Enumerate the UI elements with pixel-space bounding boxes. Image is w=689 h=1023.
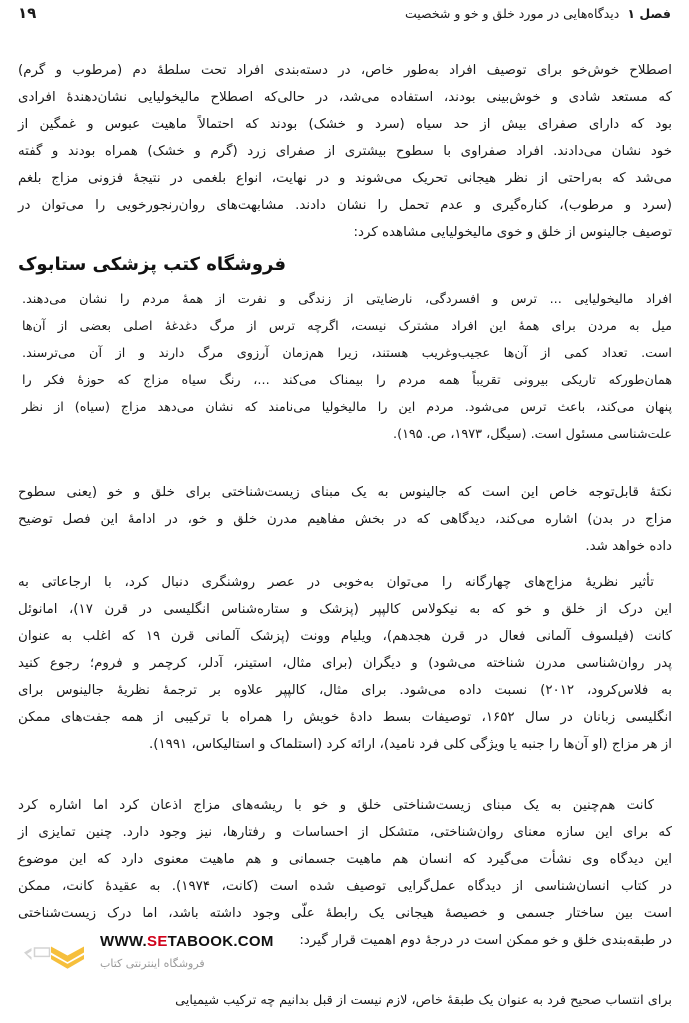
block-quote bbox=[22, 286, 672, 448]
url-rest: TABOOK.COM bbox=[167, 933, 274, 950]
text-line: توصیف جالینوس از خلق و خوی مالیخولیایی مشاهده کرد: bbox=[353, 225, 672, 240]
chapter-heading bbox=[405, 6, 671, 21]
watermark-subtitle: فروشگاه اینترنتی کتاب bbox=[100, 957, 205, 970]
text-line: این دیدگاه وی نشأت می‌گیرد که انسان هم ماهیت جسمانی و هم ماهیت معنوی دارد که این موضوع bbox=[18, 852, 672, 867]
text-line: مزاج در بدن) اشاره می‌کند، دیدگاهی که در بخش مفاهیم مدرن خلق و خو، در ادامهٔ این فصل توضیح bbox=[18, 512, 672, 527]
watermark-url bbox=[100, 932, 274, 952]
text-line: نکتهٔ قابل‌توجه خاص این است که جالینوس به یک مبنای زیست‌شناختی برای خلق و خو (یعنی سطوح bbox=[18, 485, 672, 500]
text-line: می‌شد که به‌راحتی از نظر هیجانی تحریک می‌شوند و در نهایت، انواع بلغمی در نتیجهٔ فزونی مزاج بلغم bbox=[18, 171, 672, 186]
text-line: در کتاب انسان‌شناسی از دیدگاه عمل‌گرایی توصیف شده است (کانت، ۱۹۷۴). به عقیدهٔ کانت، ممکن bbox=[18, 879, 672, 894]
paragraph bbox=[18, 569, 672, 758]
watermark-store-name: فروشگاه کتب پزشکی ستابوک bbox=[18, 254, 287, 275]
paragraph bbox=[18, 792, 672, 954]
running-header bbox=[18, 4, 671, 28]
text-line: تأثیر نظریهٔ مزاج‌های چهارگانه را می‌توان به‌خوبی در عصر روشنگری دنبال کرد، با ارجاعاتی به bbox=[18, 575, 654, 590]
text-line: کانت (فیلسوف آلمانی فعال در قرن هجدهم)، ویلیام وونت (پزشک آلمانی قرن ۱۹ که اغلب به عنوان bbox=[18, 629, 672, 644]
text-line: داده خواهد شد. bbox=[585, 539, 672, 554]
text-line: انگلیسی زبانان در سال ۱۶۵۲، توصیفات بسط دادهٔ خویش را همراه با ترکیبی از همه جفت‌های ممکن bbox=[18, 710, 673, 725]
text-line: افراد مالیخولیایی ... ترس و افسردگی، نارضایتی از زندگی و نفرت از همهٔ مردم را نشان می‌دهند. bbox=[22, 292, 672, 307]
text-line: در طبقه‌بندی خلق و خو ممکن است در درجهٔ دوم اهمیت قرار گیرد: bbox=[299, 933, 672, 948]
text-line: بود که دارای صفرای بیش از حد سیاه (سرد و خشک) بودند که احتمالاً ماهیت عبوس و غمگین از bbox=[18, 117, 672, 132]
chapter-title: دیدگاه‌هایی در مورد خلق و خو و شخصیت bbox=[404, 6, 620, 21]
text-line: پدر روان‌شناسی مدرن شناخته می‌شود) و دیگران (برای مثال، استینر، آدلر، کرچمر و فروم؛ رجوع کنید bbox=[18, 656, 672, 671]
text-line: این درک از خلق و خو که به نیکولاس کالپپر (پزشک و ستاره‌شناس انگلیسی در قرن ۱۷)، امانوئل bbox=[18, 602, 672, 617]
text-line: که برای این سازه معنای روان‌شناختی، متشکل از احساسات و رفتارها، نیز وجود دارد. چنین تمایزی از bbox=[18, 825, 672, 840]
text-line: پنهان می‌کند، باعث ترس می‌شود. مردم این را مالیخولیا می‌نامند که نشان می‌دهد مزاج (سیاه) از نظر bbox=[22, 400, 672, 415]
url-highlight: SE bbox=[147, 933, 168, 950]
chapter-label: فصل ۱ bbox=[627, 6, 671, 21]
text-line: علت‌شناسی مسئول است. (سیگل، ۱۹۷۳، ص. ۱۹۵). bbox=[393, 427, 672, 442]
text-line: اصطلاح خوش‌خو برای توصیف افراد به‌طور خاص، در دسته‌بندی افراد تحت سلطهٔ دم (مرطوب و گرم) bbox=[18, 63, 672, 78]
page-number: ۱۹ bbox=[18, 4, 37, 22]
text-line: خود نشان می‌دادند. افراد صفراوی با سطوح بیشتری از صفرای زرد (گرم و خشک) همراه بودند و گفته bbox=[18, 144, 672, 159]
text-line: از هر مزاج (او آن‌ها را جنبه یا ویژگی کلی فرد نامید)، ارائه کرد (استلماک و استالیکاس، ۱۹۹۱). bbox=[148, 737, 672, 752]
block-quote bbox=[22, 987, 672, 1014]
text-line: همان‌طورکه تاریکی بیرونی تقریباً همه مردم را بیمناک می‌کند ...، رنگ سیاه مزاج که حوزهٔ فکر را bbox=[22, 373, 672, 388]
text-line: میل به مردن برای همهٔ این افراد مشترک نیست، اگرچه ترس از مرگ دغدغهٔ اصلی بعضی از آن‌ها bbox=[22, 319, 672, 334]
text-line: (سرد و مرطوب)، کناره‌گیری و عدم تحمل را نشان دادند. مشابهت‌های روان‌رنجورخویی را می‌توان در bbox=[18, 198, 672, 213]
text-line: که مستعد شادی و خوش‌بینی بودند، استفاده می‌شد، در حالی‌که اصطلاح مالیخولیایی نشان‌دهندهٔ افرادی bbox=[18, 90, 672, 105]
paragraph bbox=[18, 479, 672, 560]
setabook-logo-icon bbox=[18, 932, 93, 982]
text-line: است بین ساختار جسمی و خصیصهٔ هیجانی یک رابطهٔ علّی وجود داشته باشد، اما درک زیست‌شناختی bbox=[18, 906, 672, 921]
url-prefix: WWW. bbox=[100, 933, 148, 950]
text-line: است. تعداد کمی از آن‌ها عجیب‌وغریب هستند، زیرا هم‌زمان آرزوی مرگ دارند و از آن می‌ترسند. bbox=[22, 346, 672, 361]
text-line: به فلاس‌کرود، ۲۰۱۲) نسبت داده می‌شود. برای مثال، کالپپر علاوه بر ترجمهٔ نظریهٔ جالینوس برای bbox=[18, 683, 672, 698]
paragraph bbox=[18, 57, 672, 246]
text-line: کانت هم‌چنین به یک مبنای زیست‌شناختی خلق و خو با ریشه‌های مزاج اذعان کرد اما اشاره کرد bbox=[18, 798, 654, 813]
text-line: برای انتساب صحیح فرد به عنوان یک طبقهٔ خاص، لازم نیست از قبل بدانیم چه ترکیب شیمیایی bbox=[175, 993, 672, 1008]
